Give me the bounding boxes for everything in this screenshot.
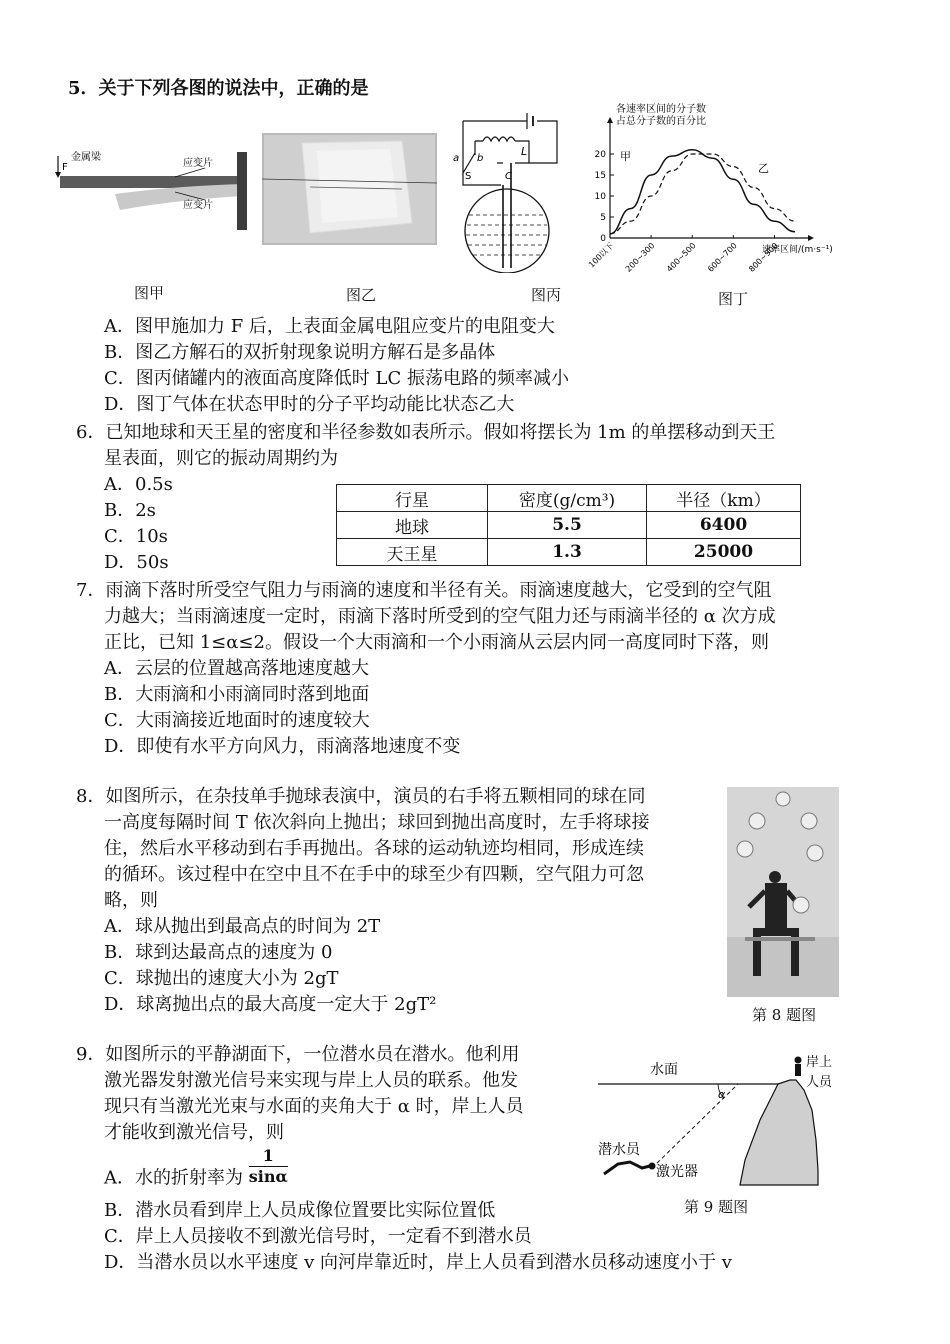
q8-stem-line4: 的循环。该过程中在空中且不在手中的球至少有四颗，空气阻力可忽 <box>104 864 644 885</box>
table-row <box>337 539 801 566</box>
chart-x-tick-label: 400~500 <box>664 241 698 274</box>
q6-option-a[interactable]: A．0.5s <box>104 474 173 495</box>
laser-label: 激光器 <box>656 1164 698 1180</box>
q9-option-a[interactable] <box>104 1146 288 1199</box>
chart-ylabel-line2: 占总分子数的百分比 <box>616 116 706 127</box>
chart-x-tick-label: 200~300 <box>623 241 657 274</box>
q6-option-c[interactable]: C．10s <box>104 526 168 547</box>
q9-stem-line1: 9．如图所示的平静湖面下，一位潜水员在潜水。他利用 <box>76 1044 520 1065</box>
figure-ding-caption: 图丁 <box>718 290 749 308</box>
table-row <box>337 512 801 539</box>
q7-stem-line2: 力越大；当雨滴速度一定时，雨滴下落时所受到的空气阻力还与雨滴半径的 α 次方成 <box>104 606 776 627</box>
table-header-cell: 行星 <box>337 485 488 512</box>
table-cell: 25000 <box>647 539 801 566</box>
table-cell: 1.3 <box>488 539 647 566</box>
q7-option-a[interactable]: A．云层的位置越高落地速度越大 <box>104 658 369 679</box>
q6-option-d[interactable]: D．50s <box>104 552 169 573</box>
q7-stem-line1: 7．雨滴下落时所受空气阻力与雨滴的速度和半径有关。雨滴速度越大，它受到的空气阻 <box>76 580 772 601</box>
q8-option-d[interactable]: D．球离抛出点的最大高度一定大于 2gT² <box>104 994 437 1015</box>
q9-stem-line2: 激光器发射激光信号来实现与岸上人员的联系。他发 <box>104 1070 518 1091</box>
figure-yi-calcite-photo <box>262 133 437 245</box>
q9-option-c[interactable]: C．岸上人员接收不到激光信号时，一定看不到潜水员 <box>104 1226 532 1247</box>
switch-a-label: a <box>453 153 460 164</box>
series-label-yi: 乙 <box>758 162 769 175</box>
chart-x-tick-label: 600~700 <box>706 241 739 274</box>
inductor-label: L <box>521 145 528 158</box>
fraction-denominator: sinα <box>248 1167 288 1186</box>
table-cell: 5.5 <box>488 512 647 539</box>
chart-y-tick-label: 15 <box>594 171 606 181</box>
chart-x-tick-label: 100以下 <box>586 241 616 270</box>
juggler-photo <box>727 787 839 997</box>
q5-option-a[interactable]: A．图甲施加力 F 后，上表面金属电阻应变片的电阻变大 <box>104 316 555 337</box>
table-header-row <box>337 485 801 512</box>
q8-option-c[interactable]: C．球抛出的速度大小为 2gT <box>104 968 339 989</box>
chart-y-tick-label: 5 <box>600 213 606 223</box>
q6-stem-line1: 6．已知地球和天王星的密度和半径参数如表所示。假如将摆长为 1m 的单摆移动到天王 <box>76 422 776 443</box>
chart-y-arrow <box>607 117 613 123</box>
figure-yi-caption: 图乙 <box>346 286 377 304</box>
angle-alpha-label: α <box>718 1088 726 1101</box>
q5-stem: 5．关于下列各图的说法中，正确的是 <box>68 78 369 99</box>
q5-option-d[interactable]: D．图丁气体在状态甲时的分子平均动能比状态乙大 <box>104 394 515 415</box>
shore-person-label-line2: 人员 <box>806 1075 833 1090</box>
figure-ding-speed-distribution-chart <box>580 100 845 285</box>
planet-table <box>336 484 801 566</box>
shore-person-label-line1: 岸上 <box>806 1055 833 1070</box>
q7-option-b[interactable]: B．大雨滴和小雨滴同时落到地面 <box>104 684 370 705</box>
water-surface-label: 水面 <box>650 1062 678 1078</box>
chart-y-tick-label: 10 <box>594 192 606 202</box>
q9-option-b[interactable]: B．潜水员看到岸上人员成像位置要比实际位置低 <box>104 1200 496 1221</box>
q7-option-d[interactable]: D．即使有水平方向风力，雨滴落地速度不变 <box>104 736 461 757</box>
fraction <box>249 1146 288 1187</box>
q8-stem-line2: 一高度每隔时间 T 依次斜向上抛出；球回到抛出高度时，左手将球接 <box>104 812 650 833</box>
q6-stem-line2: 星表面，则它的振动周期约为 <box>104 448 338 469</box>
chart-x-arrow <box>808 235 814 241</box>
figure-jia-caption: 图甲 <box>134 284 165 302</box>
chart-ylabel-line1: 各速率区间的分子数 <box>616 104 706 115</box>
switch-b-label: b <box>477 153 484 164</box>
q8-stem-line3: 住，然后水平移动到右手再抛出。各球的运动轨迹均相同，形成连续 <box>104 838 644 859</box>
q9-stem-line3: 现只有当激光光束与水面的夹角大于 α 时，岸上人员 <box>104 1096 524 1117</box>
q7-option-c[interactable]: C．大雨滴接近地面时的速度较大 <box>104 710 370 731</box>
q8-option-b[interactable]: B．球到达最高点的速度为 0 <box>104 942 333 963</box>
q9-stem-line4: 才能收到激光信号，则 <box>104 1122 284 1143</box>
gauge-bottom-label: 应变片 <box>183 200 213 211</box>
chart-xlabel: 速率区间/(m·s⁻¹) <box>762 245 833 255</box>
q8-figure-caption: 第 8 题图 <box>752 1006 817 1024</box>
chart-x-tick-label: 800~900 <box>747 241 780 274</box>
chart-y-tick-label: 0 <box>600 234 606 244</box>
q8-stem-line5: 略，则 <box>104 890 158 911</box>
fraction-numerator: 1 <box>249 1146 288 1167</box>
series-label-jia: 甲 <box>620 150 631 163</box>
q9-diver-laser-figure <box>590 1050 855 1195</box>
q9-option-a-prefix: A．水的折射率为 <box>104 1167 243 1189</box>
q7-stem-line3: 正比，已知 1≤α≤2。假设一个大雨滴和一个小雨滴从云层内同一高度同时下落，则 <box>104 632 769 653</box>
beam-label: 金属梁 <box>71 152 101 163</box>
gauge-top-label: 应变片 <box>183 158 213 169</box>
table-cell: 地球 <box>337 512 488 539</box>
diver-label: 潜水员 <box>598 1142 640 1158</box>
chart-y-tick-label: 20 <box>594 150 606 160</box>
q6-option-b[interactable]: B．2s <box>104 500 156 521</box>
capacitor-c-label: C <box>505 171 512 182</box>
figure-bing-lc-tank <box>445 103 565 273</box>
q9-option-d[interactable]: D．当潜水员以水平速度 v 向河岸靠近时，岸上人员看到潜水员移动速度小于 v <box>104 1252 732 1273</box>
table-cell: 6400 <box>647 512 801 539</box>
switch-s-label: S <box>465 171 472 182</box>
force-label: F <box>62 162 68 173</box>
table-header-cell: 密度(g/cm³) <box>488 485 647 512</box>
q8-stem-line1: 8．如图所示，在杂技单手抛球表演中，演员的右手将五颗相同的球在同 <box>76 786 646 807</box>
q5-option-b[interactable]: B．图乙方解石的双折射现象说明方解石是多晶体 <box>104 342 496 363</box>
q9-figure-caption: 第 9 题图 <box>684 1198 749 1216</box>
table-cell: 天王星 <box>337 539 488 566</box>
figure-bing-caption: 图丙 <box>531 286 562 304</box>
figure-jia <box>55 140 265 240</box>
q5-option-c[interactable]: C．图丙储罐内的液面高度降低时 LC 振荡电路的频率减小 <box>104 368 569 389</box>
q8-option-a[interactable]: A．球从抛出到最高点的时间为 2T <box>104 916 381 937</box>
table-header-cell: 半径（km） <box>647 485 801 512</box>
